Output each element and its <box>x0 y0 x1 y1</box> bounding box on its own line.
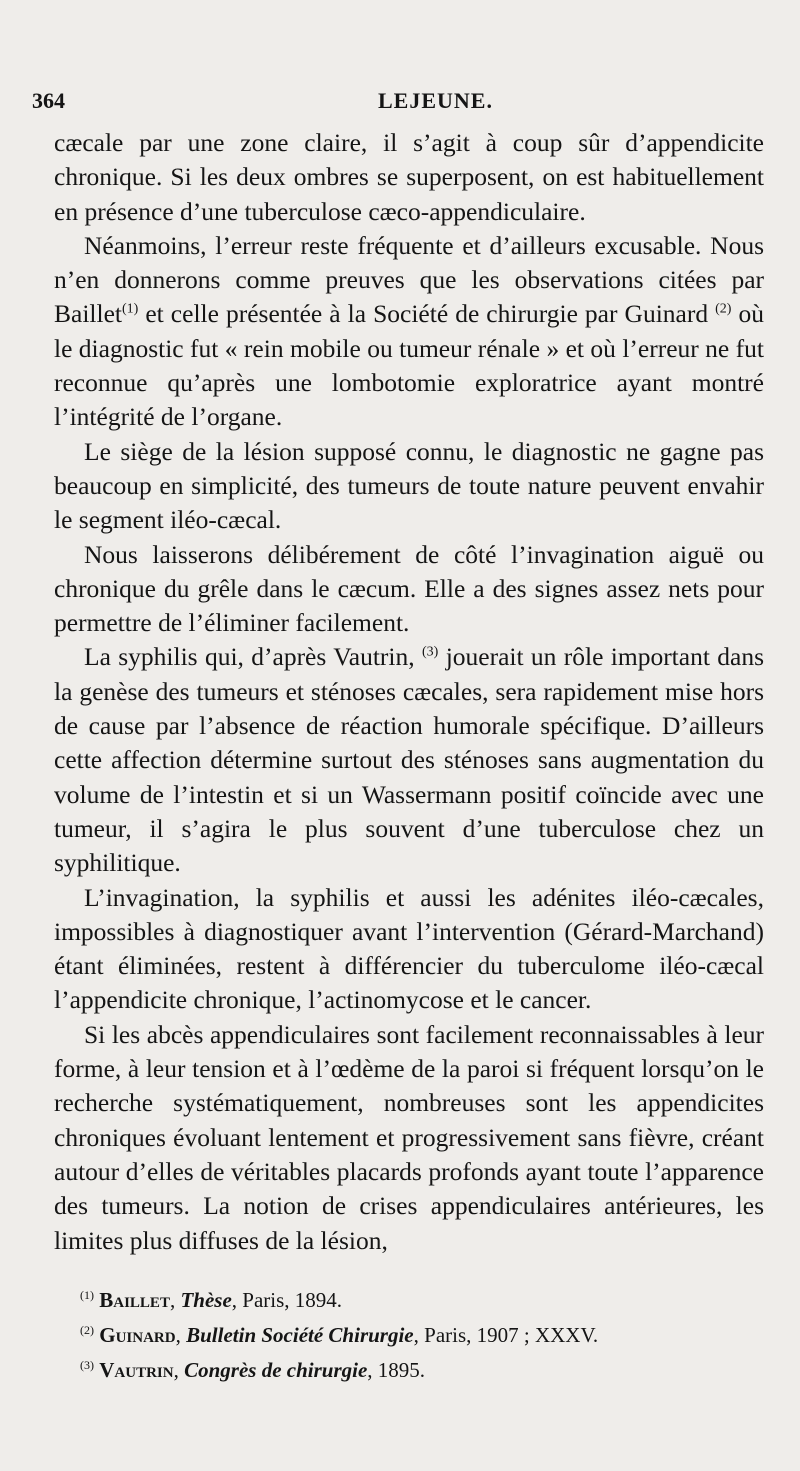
paragraph-7 <box>54 1018 764 1258</box>
page-number: 364 <box>32 88 65 113</box>
paragraph-2-text-b: et celle présentée à la Société de chirurgie par Guinard <box>145 299 709 329</box>
paragraph-1-text: cæcale par une zone claire, il s’agit à coup sûr d’appendicite chronique. Si les deux ombres se superposent, on est habituellement en présence d’une tuberculose cæco-appendiculaire. <box>54 128 764 226</box>
paragraph-3-text: Le siège de la lésion supposé connu, le diagnostic ne gagne pas beaucoup en simplicité, des tumeurs de toute nature peuvent envahir le segment iléo-cæcal. <box>54 436 764 535</box>
page-header <box>32 88 768 118</box>
paragraph-5-text-b: jouerait un rôle important dans la genèse des tumeurs et sténoses cæcales, sera rapidement mise hors de cause par l’absence de réaction humorale spécifique. D’ailleurs cette affection détermine surtout des sténoses sans augmentation du volume de l’intestin et si un Wassermann positif coïncide avec une tumeur, il s’agira le plus souvent d’une tuberculose chez un syphilitique. <box>54 642 765 878</box>
paragraph-6 <box>54 881 764 1018</box>
paragraph-2-text-a: Néanmoins, l’erreur reste fréquente et d’ailleurs excusable. Nous n’en donnerons comme preuves que les observations citées par Baillet <box>54 230 764 329</box>
paragraph-3 <box>54 435 764 538</box>
paragraph-2 <box>54 229 764 435</box>
footnote-1-author: Baillet <box>99 1288 170 1312</box>
paragraph-6-text: L’invagination, la syphilis et aussi les adénites iléo-cæcales, impossibles à diagnostiquer avant l’intervention (Gérard-Marchand) étant éliminées, restent à différencier du tuberculome iléo-cæcal l’appendicite chronique, l’actinomycose et le cancer. <box>54 882 764 1015</box>
paragraph-5-text-a: La syphilis qui, d’après Vautrin, <box>84 642 415 672</box>
paragraph-4-text: Nous laisserons délibérement de côté l’invagination aiguë ou chronique du grêle dans le cæcum. Elle a des signes assez nets pour permettre de l’éliminer facilement. <box>54 539 764 638</box>
footnotes <box>80 1280 760 1385</box>
paragraph-4 <box>54 538 764 641</box>
footnote-2-rest: , Paris, 1907 ; XXXV. <box>413 1323 599 1347</box>
footnote-1-mark: (1) <box>80 1288 94 1302</box>
footnote-2-author: Guinard <box>99 1323 176 1347</box>
footnote-1-rest: , Paris, 1894. <box>231 1288 343 1312</box>
footnote-1: $^{(1)}$ Baillet, Thèse, Paris, 1894. <box>80 1288 343 1312</box>
footnote-2-title: Bulletin Société Chirurgie <box>186 1323 414 1347</box>
paragraph-2-text-c: où le diagnostic fut « rein mobile ou tumeur rénale » et où l’erreur ne fut reconnue qu’après une lombotomie exploratrice ayant montré l’intégrité de l’organe. <box>54 299 765 432</box>
paragraph-7-text: Si les abcès appendiculaires sont facilement reconnaissables à leur forme, à leur tension et à l’œdème de la paroi si fréquent lorsqu’on le recherche systématiquement, nombreuses sont les appendicites chroniques évoluant lentement et progressivement sans fièvre, créant autour d’elles de véritables placards profonds ayant toute l’apparence des tumeurs. La notion de crises appendiculaires antérieures, les limites plus diffuses de la lésion, <box>54 1019 764 1255</box>
paragraph-5 <box>54 640 764 880</box>
footnote-3-mark: (3) <box>80 1358 94 1372</box>
footnote-2: $^{(2)}$ Guinard, Bulletin Société Chirurgie, Paris, 1907 ; XXXV. <box>80 1323 599 1347</box>
footnote-ref-3: (3) <box>422 644 439 660</box>
paragraph-1 <box>54 126 764 229</box>
footnote-3-author: Vautrin <box>99 1358 174 1382</box>
footnote-3-rest: , 1895. <box>367 1358 426 1382</box>
footnote-2-mark: (2) <box>80 1323 94 1337</box>
running-head: LEJEUNE. <box>378 88 493 113</box>
footnote-ref-1: (1) <box>121 301 139 317</box>
footnote-1-title: Thèse <box>180 1288 232 1312</box>
body-text <box>54 126 764 1258</box>
footnote-ref-2: (2) <box>715 301 732 317</box>
footnote-3-title: Congrès de chirurgie <box>184 1358 368 1382</box>
footnote-3: $^{(3)}$ Vautrin, Congrès de chirurgie, 1895. <box>80 1358 426 1382</box>
